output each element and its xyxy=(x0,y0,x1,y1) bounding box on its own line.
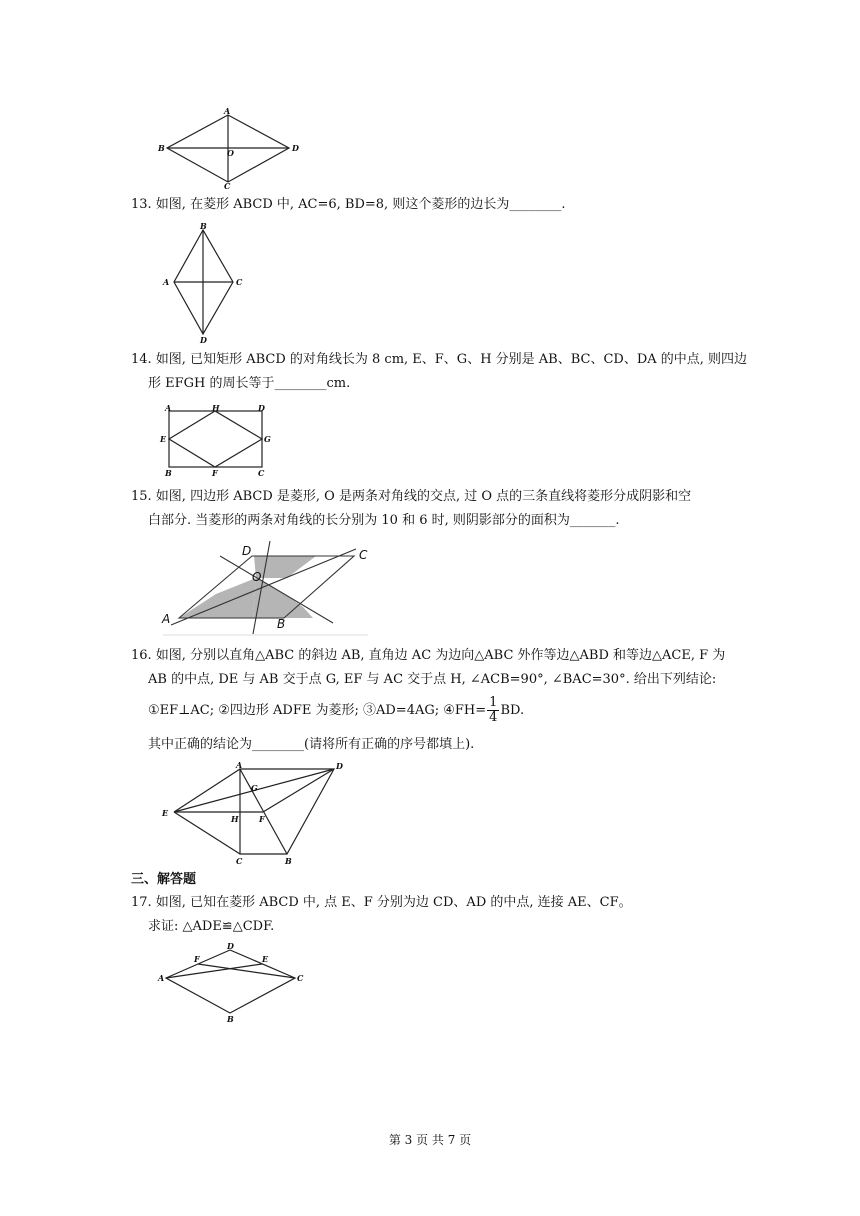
label-b: B xyxy=(227,1014,234,1024)
question-15-line-2: 白部分. 当菱形的两条对角线的长分别为 10 和 6 时, 则阴影部分的面积为_______. xyxy=(148,513,620,528)
page-footer: 第 3 页 共 7 页 xyxy=(388,1133,472,1147)
label-c: C xyxy=(258,468,265,478)
label-g: G xyxy=(264,434,271,444)
question-14-line-1: 14. 如图, 已知矩形 ABCD 的对角线长为 8 cm, E、F、G、H 分别是 AB、BC、CD、DA 的中点, 则四边 xyxy=(131,352,748,367)
label-a: A xyxy=(236,760,243,770)
label-d: D xyxy=(200,335,207,345)
label-d: D xyxy=(227,941,234,951)
question-16-line-3 xyxy=(148,695,524,727)
question-14-line-2: 形 EFGH 的周长等于________cm. xyxy=(148,376,351,391)
fraction-numerator: 1 xyxy=(489,695,498,710)
fraction-one-quarter xyxy=(487,696,499,725)
label-e: E xyxy=(162,808,169,818)
label-a: A xyxy=(158,973,165,983)
label-f: F xyxy=(194,954,200,964)
conclusions-text-end: BD. xyxy=(500,703,525,718)
question-13: 13. 如图, 在菱形 ABCD 中, AC=6, BD=8, 则这个菱形的边长为________. xyxy=(131,197,566,212)
label-b: B xyxy=(285,856,292,866)
figure-rhombus-shaded-q15 xyxy=(158,541,373,638)
fraction-denominator: 4 xyxy=(489,710,498,725)
label-b: B xyxy=(165,468,172,478)
label-b: B xyxy=(158,143,165,153)
label-g: G xyxy=(251,783,258,793)
question-16-line-1: 16. 如图, 分别以直角△ABC 的斜边 AB, 直角边 AC 为边向△ABC 外作等边△ABD 和等边△ACE, F 为 xyxy=(131,648,726,663)
label-a: A xyxy=(165,403,172,413)
question-15-line-1: 15. 如图, 四边形 ABCD 是菱形, O 是两条对角线的交点, 过 O 点的三条直线将菱形分成阴影和空 xyxy=(131,489,692,504)
figure-rhombus-abcd-q12 xyxy=(158,106,303,191)
label-e: E xyxy=(160,434,167,444)
label-a: A xyxy=(224,106,231,116)
figure-rhombus-q13 xyxy=(158,221,248,345)
question-16-line-4: 其中正确的结论为________(请将所有正确的序号都填上). xyxy=(148,737,475,752)
label-b: B xyxy=(200,221,207,231)
label-a: A xyxy=(163,277,170,287)
label-o: O xyxy=(252,570,262,584)
label-d: D xyxy=(242,544,252,558)
figure-rectangle-q14 xyxy=(158,402,273,478)
conclusions-text: ①EF⊥AC; ②四边形 ADFE 为菱形; ③AD=4AG; ④FH= xyxy=(148,703,487,718)
label-b: B xyxy=(277,617,286,631)
label-d: D xyxy=(292,143,299,153)
question-16-line-2: AB 的中点, DE 与 AB 交于点 G, EF 与 AC 交于点 H, ∠ACB=90°, ∠BAC=30°. 给出下列结论: xyxy=(148,672,717,687)
question-17-line-2: 求证: △ADE≌△CDF. xyxy=(148,919,275,934)
label-h: H xyxy=(231,814,239,824)
label-a: A xyxy=(162,612,171,626)
label-f: F xyxy=(212,468,218,478)
label-c: C xyxy=(236,277,243,287)
label-c: C xyxy=(359,548,368,562)
label-e: E xyxy=(262,954,269,964)
label-h: H xyxy=(212,403,220,413)
label-d: D xyxy=(336,761,343,771)
question-17-line-1: 17. 如图, 已知在菱形 ABCD 中, 点 E、F 分别为边 CD、AD 的中点, 连接 AE、CF。 xyxy=(131,895,632,910)
section-title: 三、解答题 xyxy=(131,872,197,887)
label-c: C xyxy=(236,856,243,866)
label-c: C xyxy=(224,181,231,191)
label-c: C xyxy=(297,973,304,983)
figure-rhombus-q17 xyxy=(158,940,308,1025)
figure-equilateral-triangles-q16 xyxy=(158,760,348,866)
label-o: O xyxy=(227,148,234,158)
label-f: F xyxy=(259,814,265,824)
label-d: D xyxy=(258,403,265,413)
